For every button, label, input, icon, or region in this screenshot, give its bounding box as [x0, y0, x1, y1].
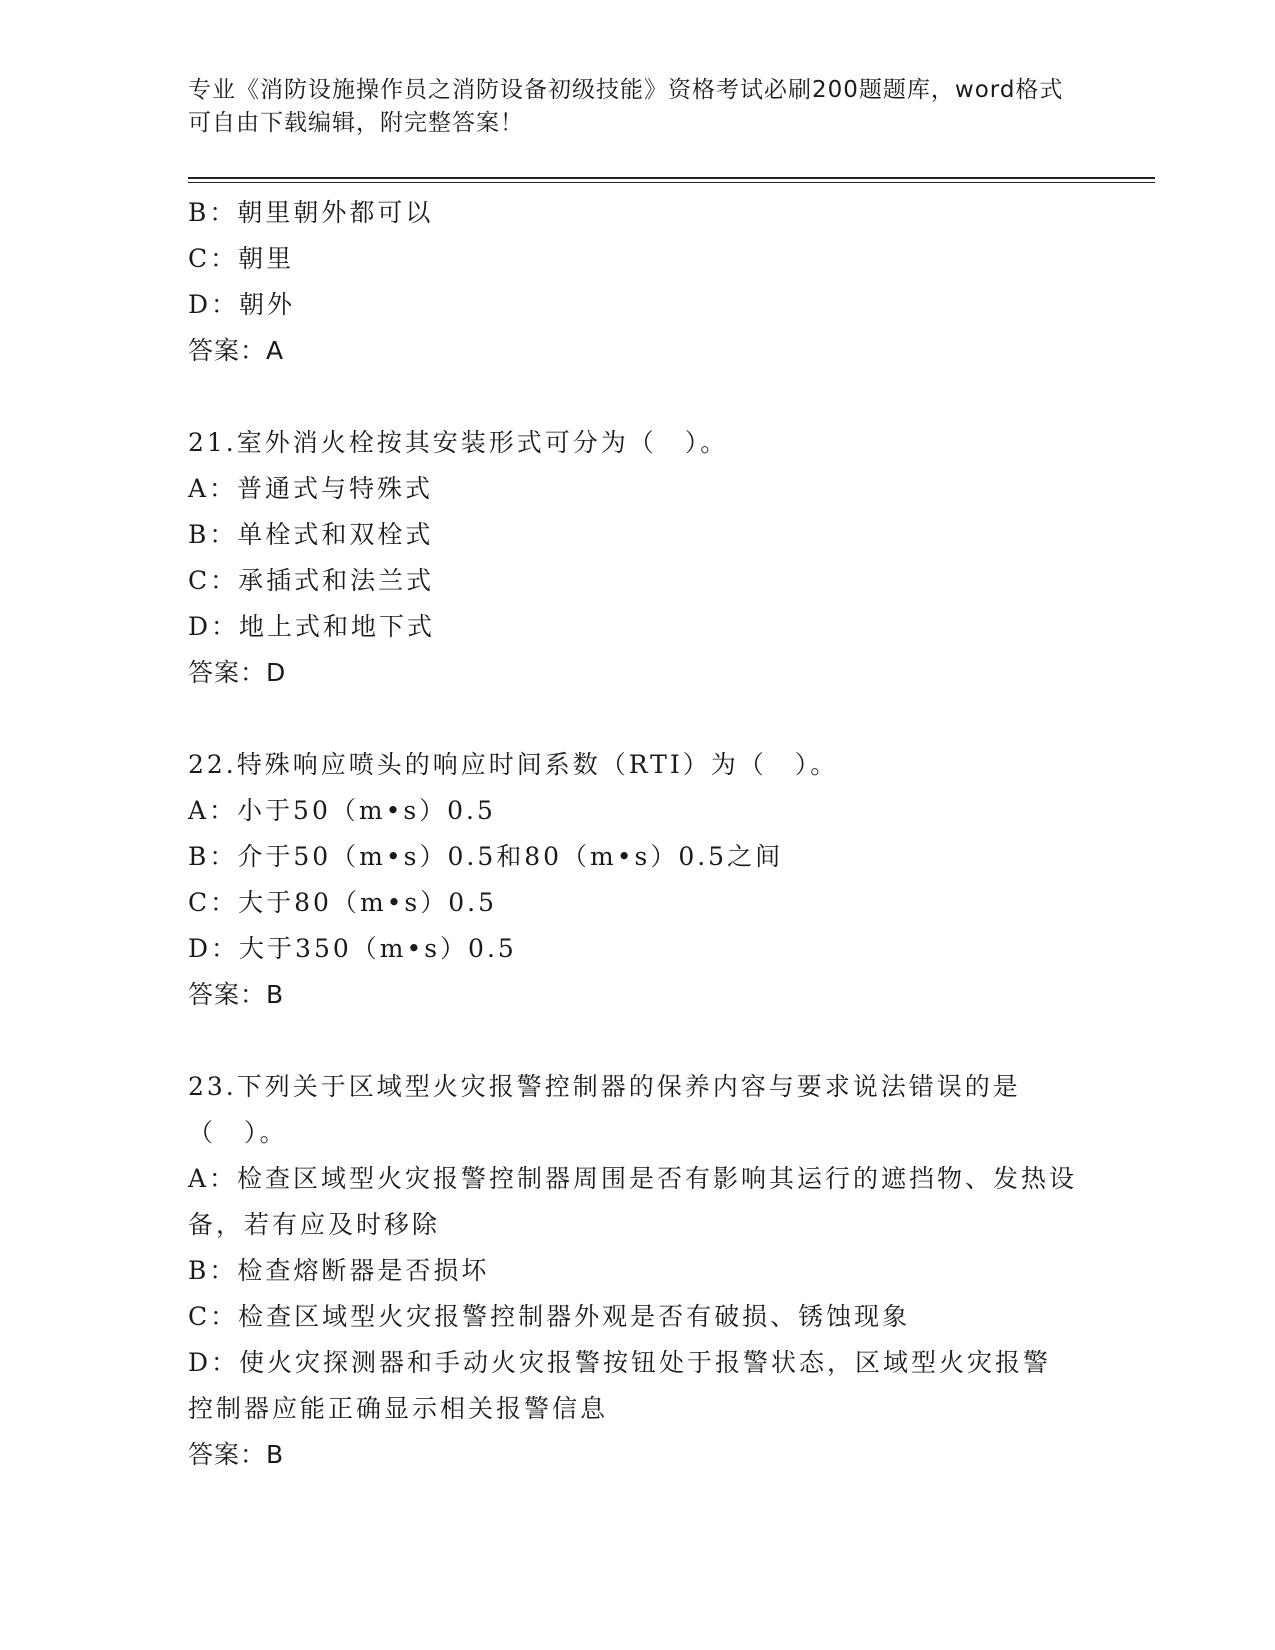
answer-line: 答案：B: [188, 1440, 285, 1469]
option-b: B：检查熔断器是否损坏: [188, 1256, 490, 1285]
header-divider-thin: [188, 182, 1155, 183]
question-21-block: [188, 420, 1078, 696]
spacer: [188, 1018, 1078, 1064]
option-a: A：检查区域型火灾报警控制器周围是否有影响其运行的遮挡物、发热设备，若有应及时移除: [188, 1164, 1078, 1239]
spacer: [188, 696, 1078, 742]
option-c: C：承插式和法兰式: [188, 566, 435, 595]
option-d: D：地上式和地下式: [188, 612, 436, 641]
question-stem: 23.下列关于区域型火灾报警控制器的保养内容与要求说法错误的是（ ）。: [188, 1072, 1021, 1147]
answer-line: 答案：D: [188, 658, 287, 687]
previous-question-block: [188, 190, 1078, 374]
question-stem: 21.室外消火栓按其安装形式可分为（ ）。: [188, 428, 729, 457]
question-content: [188, 190, 1078, 1478]
question-stem: 22.特殊响应喷头的响应时间系数（RTI）为（ ）。: [188, 750, 839, 779]
answer-line: 答案：B: [188, 980, 285, 1009]
header-divider-thick: [188, 177, 1155, 179]
option-b: B：介于50（m•s）0.5和80（m•s）0.5之间: [188, 842, 784, 871]
option-b: B：朝里朝外都可以: [188, 198, 434, 227]
document-header: 专业《消防设施操作员之消防设备初级技能》资格考试必刷200题题库，word格式可自由下载编辑，附完整答案！: [188, 77, 1064, 136]
option-c: C：大于80（m•s）0.5: [188, 888, 497, 917]
question-23-block: [188, 1064, 1078, 1478]
question-22-block: [188, 742, 1078, 1018]
answer-line: 答案：A: [188, 336, 285, 365]
option-b: B：单栓式和双栓式: [188, 520, 434, 549]
option-c: C：检查区域型火灾报警控制器外观是否有破损、锈蚀现象: [188, 1302, 911, 1331]
option-d: D：大于350（m•s）0.5: [188, 934, 517, 963]
option-a: A：小于50（m•s）0.5: [188, 796, 496, 825]
spacer: [188, 374, 1078, 420]
option-d: D：朝外: [188, 290, 296, 319]
option-a: A：普通式与特殊式: [188, 474, 434, 503]
option-c: C：朝里: [188, 244, 295, 273]
option-d: D：使火灾探测器和手动火灾报警按钮处于报警状态，区域型火灾报警控制器应能正确显示相关报警信息: [188, 1348, 1052, 1423]
